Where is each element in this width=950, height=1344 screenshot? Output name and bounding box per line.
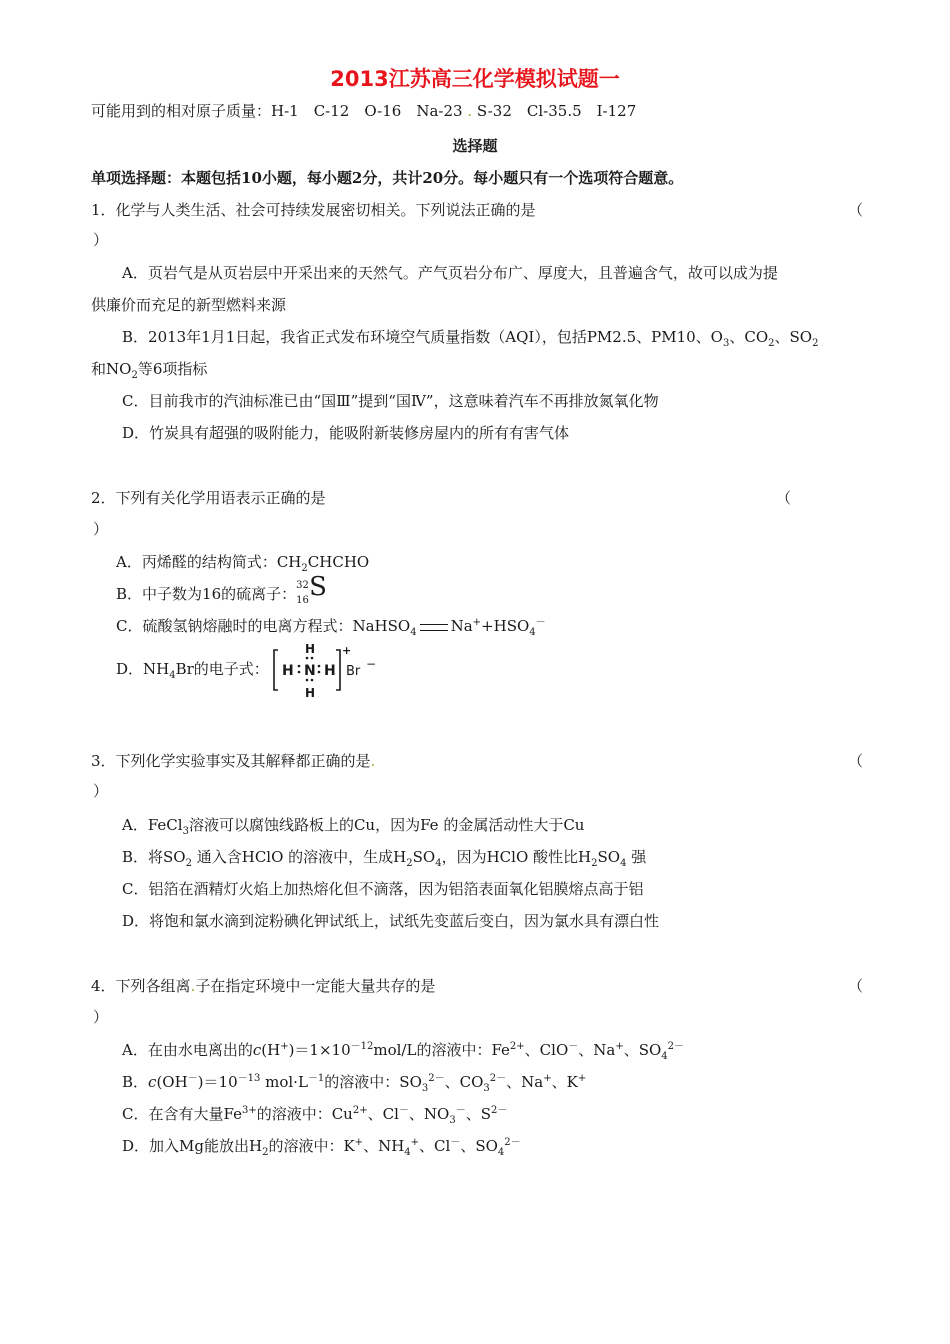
q2-stem: 2．下列有关化学用语表示正确的是 [91,489,326,507]
ed-h-right: H [324,663,336,679]
section-title: 选择题 [452,137,498,155]
q4-option-c: C．在含有大量$Fe^{3+}$的溶液中：$Cu^{2+}$、Cl－、$NO_3^-$、$S^{2-}$ [122,1105,508,1126]
sulfur-isotope: 32 16 S [296,572,327,606]
q4-option-a: A．在由水电离出的$c(H^+)=1\times 10^{-12}mol/L$的溶液中：$Fe^{2+}$、ClO－、Na+、$SO_4^{2-}$ [122,1041,685,1062]
q3-open-paren: （ [848,752,864,770]
q2-open-paren: （ [776,489,792,507]
q2-close-paren: ） [93,520,109,538]
q2-option-d: D．$NH_4Br$的电子式： [116,660,269,681]
q3-close-paren: ） [93,782,109,800]
equals-sign [420,624,448,631]
atomic-mass-text: 可能用到的相对原子质量：H-1 C-12 O-16 Na-23 [91,102,463,120]
q4-stem: 4．下列各组离.子在指定环境中一定能大量共存的是 [91,977,436,995]
q1-option-d: D．竹炭具有超强的吸附能力，能吸附新装修房屋内的所有有害气体 [122,424,570,442]
q1-option-c: C．目前我市的汽油标准已由“国Ⅲ”提到“国Ⅳ”，这意味着汽车不再排放氮氧化物 [122,392,659,410]
q1-option-a-1: A．页岩气是从页岩层中开采出来的天然气。产气页岩分布广、厚度大，且普遍含气，故可以成为提 [122,264,778,282]
atomic-mass-dot: . [467,102,473,120]
q3-option-c: C．铝箔在酒精灯火焰上加热熔化但不滴落，因为铝箔表面氧化铝膜熔点高于铝 [122,880,644,898]
ed-plus: + [342,644,352,657]
ed-h-top: H [305,642,316,656]
atomic-mass-text-2: S-32 Cl-35.5 I-127 [476,102,637,120]
q4-option-b: B．$c(OH^-)=10^{-13}$ $mol\cdot L^{-1}$的溶液中：$SO_3^{2-}$、$CO_3^{2-}$、Na+、K+ [122,1073,587,1094]
q2-option-b: B．中子数为16的硫离子： 32 16 S [116,572,327,606]
q1-stem: 1．化学与人类生活、社会可持续发展密切相关。下列说法正确的是 [91,201,536,219]
q3-option-d: D．将饱和氯水滴到淀粉碘化钾试纸上，试纸先变蓝后变白，因为氯水具有漂白性 [122,912,660,930]
q1-option-a-2: 供廉价而充足的新型燃料来源 [91,296,287,314]
q3-stem: 3．下列化学实验事实及其解释都正确的是. [91,752,376,770]
nh4br-electron-formula [270,640,380,700]
exam-title: 2013江苏高三化学模拟试题一 [330,67,620,91]
q1-close-paren: ） [93,231,109,249]
q3-option-b: B．将$SO_2$ 通入含HClO 的溶液中，生成$H_2SO_4$，因为HClO 酸性比$H_2SO_4$ 强 [122,848,647,869]
q1-option-b-1: B．2013年1月1日起，我省正式发布环境空气质量指数（AQI），包括PM2.5、PM10、$O_3$、$CO_2$、$SO_2$ [122,328,819,349]
q4-option-d: D．加入Mg能放出$H_2$的溶液中：K+、$NH_4^+$、Cl－、$SO_4^{2-}$ [122,1137,521,1158]
q2-option-c: C．硫酸氢钠熔融时的电离方程式：NaHSO$_4$ $Na^++HSO_4^-$ [116,617,546,638]
q1-option-b-2: 和$NO_2$等6项指标 [91,360,208,381]
q3-option-a: A．FeCl$_3$溶液可以腐蚀线路板上的Cu，因为Fe 的金属活动性大于Cu [122,816,585,837]
ed-h-bottom: H [305,686,316,700]
q4-open-paren: （ [848,977,864,995]
instruction: 单项选择题：本题包括10小题，每小题2分，共计20分。每小题只有一个选项符合题意。 [91,169,684,187]
q2-option-a: A．丙烯醛的结构简式：$CH_2CHCHO$ [116,553,370,574]
q4-close-paren: ） [93,1008,109,1026]
ed-minus: − [366,657,377,671]
ed-br: Br [346,664,361,679]
ed-h-left: H [282,663,294,679]
ed-n: N [304,663,316,679]
atomic-mass-line [91,101,636,121]
q1-open-paren: （ [848,201,864,219]
